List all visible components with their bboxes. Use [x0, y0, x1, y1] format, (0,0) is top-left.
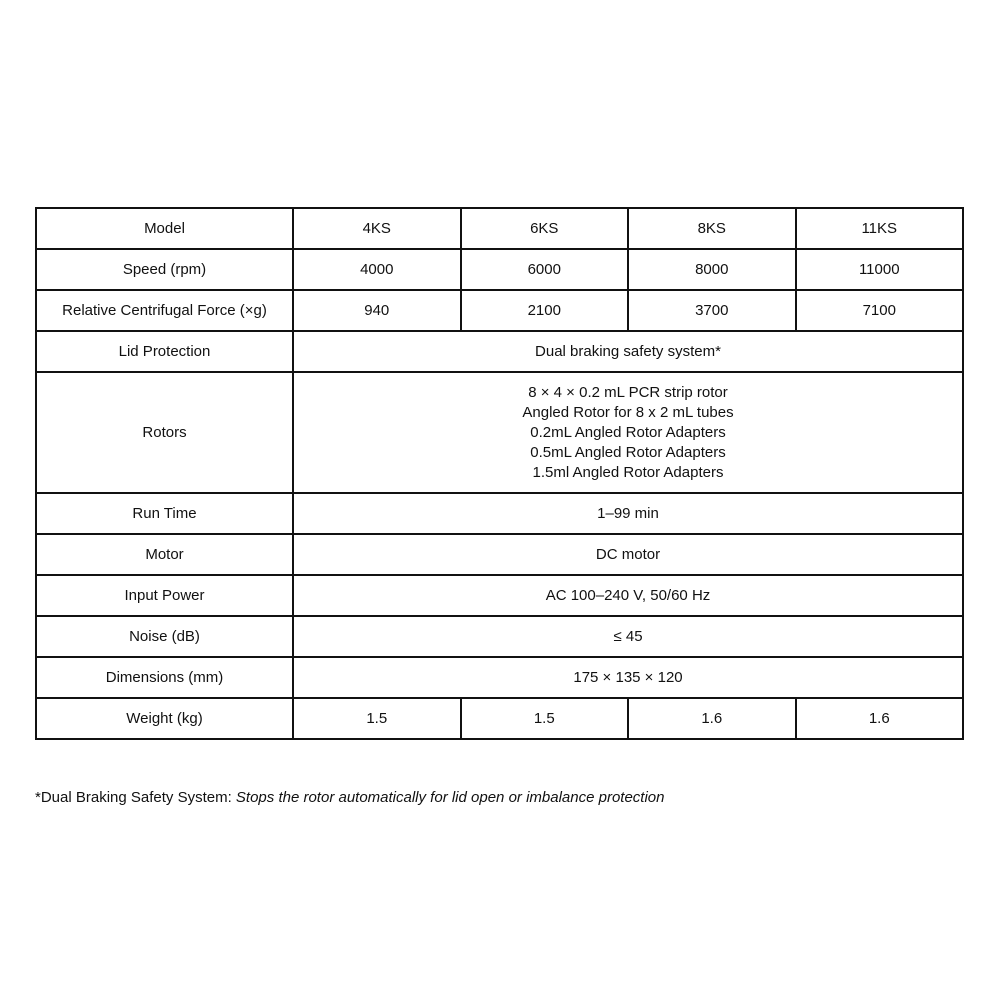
table-row-dimensions	[36, 657, 963, 698]
spec-table	[35, 207, 964, 740]
row-label-rcf: Relative Centrifugal Force (×g)	[36, 290, 293, 331]
row-label-model: Model	[36, 208, 293, 249]
model-11ks: 11KS	[796, 208, 964, 249]
model-4ks: 4KS	[293, 208, 461, 249]
input-power-value: AC 100–240 V, 50/60 Hz	[293, 575, 963, 616]
row-label-input-power: Input Power	[36, 575, 293, 616]
row-label-rotors: Rotors	[36, 372, 293, 493]
weight-6ks: 1.5	[461, 698, 629, 739]
footnote-text: Stops the rotor automatically for lid open or imbalance protection	[235, 789, 665, 806]
table-row-rotors	[36, 372, 963, 493]
row-label-motor: Motor	[36, 534, 293, 575]
rotors-list	[293, 372, 963, 493]
row-label-weight: Weight (kg)	[36, 698, 293, 739]
rotor-item: Angled Rotor for 8 x 2 mL tubes	[522, 403, 734, 421]
table-row-rcf	[36, 290, 963, 331]
footnote-prefix: *Dual Braking Safety System:	[35, 789, 236, 806]
speed-6ks: 6000	[461, 249, 629, 290]
rotor-item: 8 × 4 × 0.2 mL PCR strip rotor	[528, 383, 728, 401]
dimensions-value: 175 × 135 × 120	[293, 657, 963, 698]
rcf-4ks: 940	[293, 290, 461, 331]
rcf-8ks: 3700	[628, 290, 796, 331]
speed-8ks: 8000	[628, 249, 796, 290]
weight-8ks: 1.6	[628, 698, 796, 739]
table-row-speed	[36, 249, 963, 290]
model-8ks: 8KS	[628, 208, 796, 249]
row-label-speed: Speed (rpm)	[36, 249, 293, 290]
noise-value: ≤ 45	[293, 616, 963, 657]
table-row-input-power	[36, 575, 963, 616]
table-row-weight	[36, 698, 963, 739]
table-row-motor	[36, 534, 963, 575]
footnote	[35, 789, 664, 806]
table-row-run-time	[36, 493, 963, 534]
speed-4ks: 4000	[293, 249, 461, 290]
lid-protection-value: Dual braking safety system*	[293, 331, 963, 372]
rotor-item: 0.5mL Angled Rotor Adapters	[530, 443, 726, 461]
motor-value: DC motor	[293, 534, 963, 575]
table-row-lid-protection	[36, 331, 963, 372]
model-6ks: 6KS	[461, 208, 629, 249]
row-label-lid-protection: Lid Protection	[36, 331, 293, 372]
weight-4ks: 1.5	[293, 698, 461, 739]
row-label-dimensions: Dimensions (mm)	[36, 657, 293, 698]
speed-11ks: 11000	[796, 249, 964, 290]
rcf-11ks: 7100	[796, 290, 964, 331]
rotor-item: 0.2mL Angled Rotor Adapters	[530, 423, 726, 441]
row-label-noise: Noise (dB)	[36, 616, 293, 657]
table-row-model	[36, 208, 963, 249]
table-row-noise	[36, 616, 963, 657]
row-label-run-time: Run Time	[36, 493, 293, 534]
run-time-value: 1–99 min	[293, 493, 963, 534]
weight-11ks: 1.6	[796, 698, 964, 739]
rcf-6ks: 2100	[461, 290, 629, 331]
rotor-item: 1.5ml Angled Rotor Adapters	[532, 463, 724, 481]
